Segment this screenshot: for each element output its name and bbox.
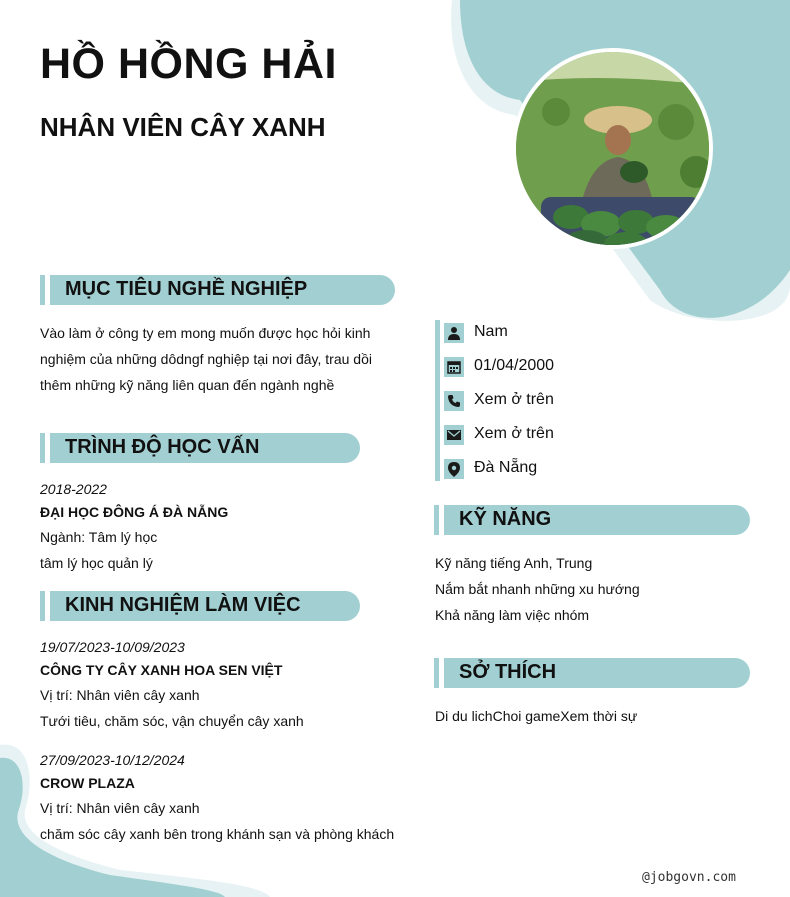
profile-photo-illustration [516,52,713,249]
job-company: CROW PLAZA [40,775,135,791]
contact-divider [435,320,440,481]
job-description: chăm sóc cây xanh bên trong khánh sạn và phòng khách [40,826,395,842]
job-period: 27/09/2023-10/12/2024 [40,752,185,768]
hobbies-heading [444,658,750,688]
objective-line: thêm những kỹ năng liên quan đến ngành nghề [40,377,335,393]
education-period: 2018-2022 [40,481,107,497]
person-icon [444,323,464,343]
objective-line: nghiệm của những dôdngf nghiệp tại nơi đây, trau dồi [40,351,372,367]
hobbies-text: Di du lichChoi gameXem thời sự [435,708,638,724]
profile-photo [512,48,713,249]
hobbies-heading-label: SỞ THÍCH [459,661,557,683]
email-value: Xem ở trên [474,425,554,442]
phone-value: Xem ở trên [474,391,554,408]
birthday-value: 01/04/2000 [474,357,555,374]
location-icon [444,459,464,479]
experience-heading [50,591,360,621]
email-icon [444,425,464,445]
calendar-icon [444,357,464,377]
job-position: Vị trí: Nhân viên cây xanh [40,800,200,816]
address-value: Đà Nẵng [474,459,538,476]
skill-item: Kỹ năng tiếng Anh, Trung [435,555,593,571]
objective-heading [50,275,395,305]
watermark: @jobgovn.com [642,870,736,885]
gender-value: Nam [474,323,508,340]
job-position: Vị trí: Nhân viên cây xanh [40,687,200,703]
experience-heading-label: KINH NGHIỆM LÀM VIỆC [65,594,301,616]
skill-item: Nắm bắt nhanh những xu hướng [435,581,640,597]
education-detail: tâm lý học quản lý [40,555,153,571]
job-description: Tưới tiêu, chăm sóc, vận chuyển cây xanh [40,713,304,729]
candidate-name: HỒ HỒNG HẢI [40,40,337,88]
education-major: Ngành: Tâm lý học [40,529,158,545]
education-heading [50,433,360,463]
job-company: CÔNG TY CÂY XANH HOA SEN VIỆT [40,662,283,678]
education-school: ĐẠI HỌC ĐÔNG Á ĐÀ NẴNG [40,504,229,520]
skills-heading-label: KỸ NĂNG [459,508,552,530]
job-period: 19/07/2023-10/09/2023 [40,639,185,655]
objective-line: Vào làm ở công ty em mong muốn được học hỏi kinh [40,325,371,341]
skill-item: Khả năng làm việc nhóm [435,607,590,623]
phone-icon [444,391,464,411]
job-title: NHÂN VIÊN CÂY XANH [40,112,326,142]
objective-heading-label: MỤC TIÊU NGHỀ NGHIỆP [65,278,308,300]
education-heading-label: TRÌNH ĐỘ HỌC VẤN [65,436,260,458]
skills-heading [444,505,750,535]
